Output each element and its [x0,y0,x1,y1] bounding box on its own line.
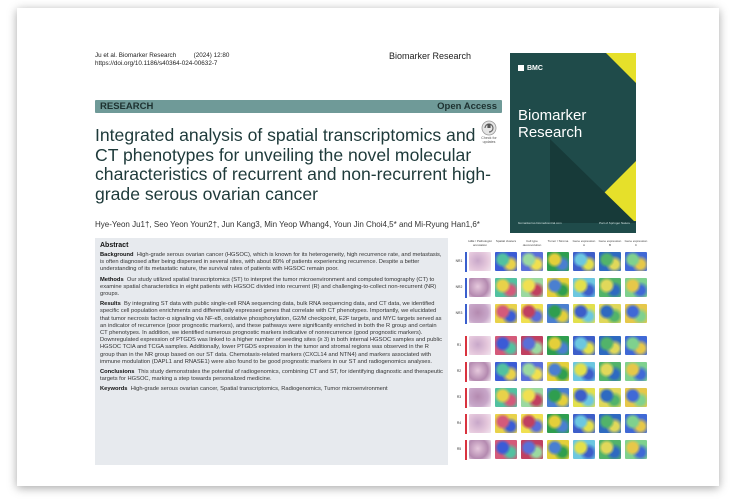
group-indicator [465,336,467,356]
spatial-map-tile [599,362,621,381]
figure-column-header: Gene expression A [572,239,596,247]
spatial-map-tile [495,252,517,271]
section-text: High-grade serous ovarian cancer (HGSOC), which is known for its heterogeneity, high recurrence rate, and metastasis, is often diagnosed after being dispersed in several sites, with about 80% of patients experiencing recurrence. Despite a better understanding of its metastatic nature, the survival rates of patients with HGSOC remain poor. [100,252,442,273]
section-label: Keywords [100,386,128,393]
figure-column-header: H&E / Pathologist annotation [468,239,492,247]
article-type-label: RESEARCH [100,101,154,112]
journal-cover [510,53,636,233]
spatial-transcriptomics-figure [454,238,650,462]
abstract-keywords [100,386,443,393]
spatial-map-tile [495,414,517,433]
abstract-results [100,301,443,366]
spatial-map-tile [573,414,595,433]
spatial-map-tile [599,304,621,323]
figure-row-label: R5 [456,447,462,451]
check-updates-text: Check for [481,136,497,140]
spatial-map-tile [599,336,621,355]
section-text: This study demonstrates the potential of radiogenomics, combining CT and ST, for identifying diagnostic and therapeutic targets for HGSOC, marking a step towards personalized medicine. [100,369,443,383]
figure-row-label: R1 [456,343,462,347]
spatial-map-tile [495,362,517,381]
spatial-map-tile [547,362,569,381]
spatial-map-tile [469,336,491,355]
spatial-map-tile [495,278,517,297]
spatial-map-tile [573,278,595,297]
journal-name: Biomarker Research [389,51,472,61]
section-text: By integrating ST data with public single-cell RNA sequencing data, bulk RNA sequencing data, and CT data, we identified specific cell population enrichments and differentially expressed genes that correlate with CT phenotypes. Importantly, we elucidated that tumor necrosis factor-α signaling via NF-κB, oxidative phosphorylation, G2/M checkpoint, E2F targets, and MYC targets served as an indicator of recurrence (poor prognostic markers), and these pathways were significantly enriched in both the R group and certain CT phenotypes. In addition, we identified numerous prognostic markers indicative of nonrecurrence (good prognostic markers). Downregulated expression of PTGDS was linked to a higher number of seeding sites (≥ 3) in both internal HGSOC samples and public HGSOC TCIA and TCGA samples. Additionally, lower PTGDS expression in the tumor and stromal regions was observed in the R group than in the NR group based on our ST data. Chemotaxis-related markers (CXCL14 and NTN4) and markers associated with immune modulation (DAPL1 and RNASE1) were also found to be good prognostic markers in our ST and radiogenomics analyses. [100,301,442,365]
spatial-map-tile [547,388,569,407]
spatial-map-tile [625,252,647,271]
spatial-map-tile [521,414,543,433]
section-text: Our study utilized spatial transcriptomics (ST) to interpret the tumor microenvironment and computed tomography (CT) to examine spatial characteristics in eight patients with HGSOC divided into recurrent (R) and challenging-to-collect non-recurrent (NR) groups. [100,276,437,298]
figure-row-label: R4 [456,421,462,425]
spatial-map-tile [521,336,543,355]
spatial-map-tile [599,388,621,407]
cover-footer-right: Part of Springer Nature [599,221,630,225]
spatial-map-tile [625,388,647,407]
abstract-methods [100,277,443,299]
figure-row-label: R3 [456,395,462,399]
spatial-map-tile [469,278,491,297]
section-label: Conclusions [100,369,135,376]
cover-footer [518,221,630,225]
figure-row-label: NR1 [455,259,463,263]
spatial-map-tile [469,440,491,459]
section-label: Background [100,252,134,258]
spatial-map-tile [521,440,543,459]
citation-line: Ju et al. Biomarker Research (2024) 12:80 [95,52,230,59]
spatial-map-tile [469,362,491,381]
cover-title [518,107,586,141]
spatial-map-tile [521,278,543,297]
group-indicator [465,414,467,434]
spatial-map-tile [521,304,543,323]
spatial-map-tile [495,336,517,355]
spatial-map-tile [547,440,569,459]
cover-footer-left: biomarkerres.biomedcentral.com [518,221,562,225]
spatial-map-tile [625,278,647,297]
spatial-map-tile [521,362,543,381]
spatial-map-tile [599,252,621,271]
section-text: High-grade serous ovarian cancer, Spatial transcriptomics, Radiogenomics, Tumor microenvironment [130,386,388,393]
figure-column-header: Gene expression B [598,239,622,247]
figure-column-header: Tumor / Stroma [547,239,569,243]
open-access-label: Open Access [437,101,497,112]
spatial-map-tile [495,440,517,459]
article-type-bar [95,100,502,113]
spatial-map-tile [573,362,595,381]
spatial-map-tile [521,388,543,407]
spatial-map-tile [547,252,569,271]
abstract-heading: Abstract [100,242,129,249]
spatial-map-tile [625,440,647,459]
figure-column-header: Gene expression C [624,239,648,247]
figure-column-header: Spatial clusters [495,239,517,243]
spatial-map-tile [521,252,543,271]
spatial-map-tile [573,336,595,355]
spatial-map-tile [625,336,647,355]
group-indicator [465,278,467,298]
group-indicator [465,440,467,460]
group-indicator [465,252,467,272]
figure-row-label: NR3 [455,311,463,315]
bmc-logo-icon [518,65,524,71]
abstract-background [100,252,443,274]
spatial-map-tile [573,388,595,407]
figure-column-header: Cell type deconvolution [522,239,542,247]
spatial-map-tile [469,304,491,323]
spatial-map-tile [599,414,621,433]
cover-triangles-graphic [510,53,636,233]
spatial-map-tile [573,252,595,271]
check-updates-text: updates [482,140,496,145]
spatial-map-tile [469,414,491,433]
spatial-map-tile [495,304,517,323]
cover-title-line: Biomarker [518,107,587,124]
spatial-map-tile [547,414,569,433]
section-label: Results [100,301,121,308]
spatial-map-tile [625,362,647,381]
spatial-map-tile [573,440,595,459]
article-title: Integrated analysis of spatial transcriptomics and CT phenotypes for unveiling the novel molecular characteristics of recurrent and non-recurrent high-grade serous ovarian cancer [95,125,492,204]
spatial-map-tile [495,388,517,407]
spatial-map-tile [599,278,621,297]
spatial-map-tile [599,440,621,459]
group-indicator [465,388,467,408]
group-indicator [465,362,467,382]
spatial-map-tile [625,414,647,433]
author-list: Hye-Yeon Ju1†, Seo Yeon Youn2†, Jun Kang3, Min Yeop Whang4, Youn Jin Choi4,5* and Mi-Ryung Han1,6* [95,220,480,229]
abstract-conclusions [100,369,443,383]
spatial-map-tile [547,336,569,355]
article-page [17,8,719,486]
group-indicator [465,304,467,324]
citation-block [95,52,229,68]
spatial-map-tile [625,304,647,323]
cover-title-line: Research [518,124,583,141]
spatial-map-tile [573,304,595,323]
figure-row-label: R2 [456,369,462,373]
publisher-name: BMC [527,65,543,72]
spatial-map-tile [469,388,491,407]
spatial-map-tile [469,252,491,271]
abstract-box [95,238,448,465]
section-label: Methods [100,276,124,283]
spatial-map-tile [547,304,569,323]
spatial-map-tile [547,278,569,297]
figure-row-label: NR2 [455,285,463,289]
doi-link[interactable]: https://doi.org/10.1186/s40364-024-00632-7 [95,60,218,67]
publisher-logo [518,65,543,72]
